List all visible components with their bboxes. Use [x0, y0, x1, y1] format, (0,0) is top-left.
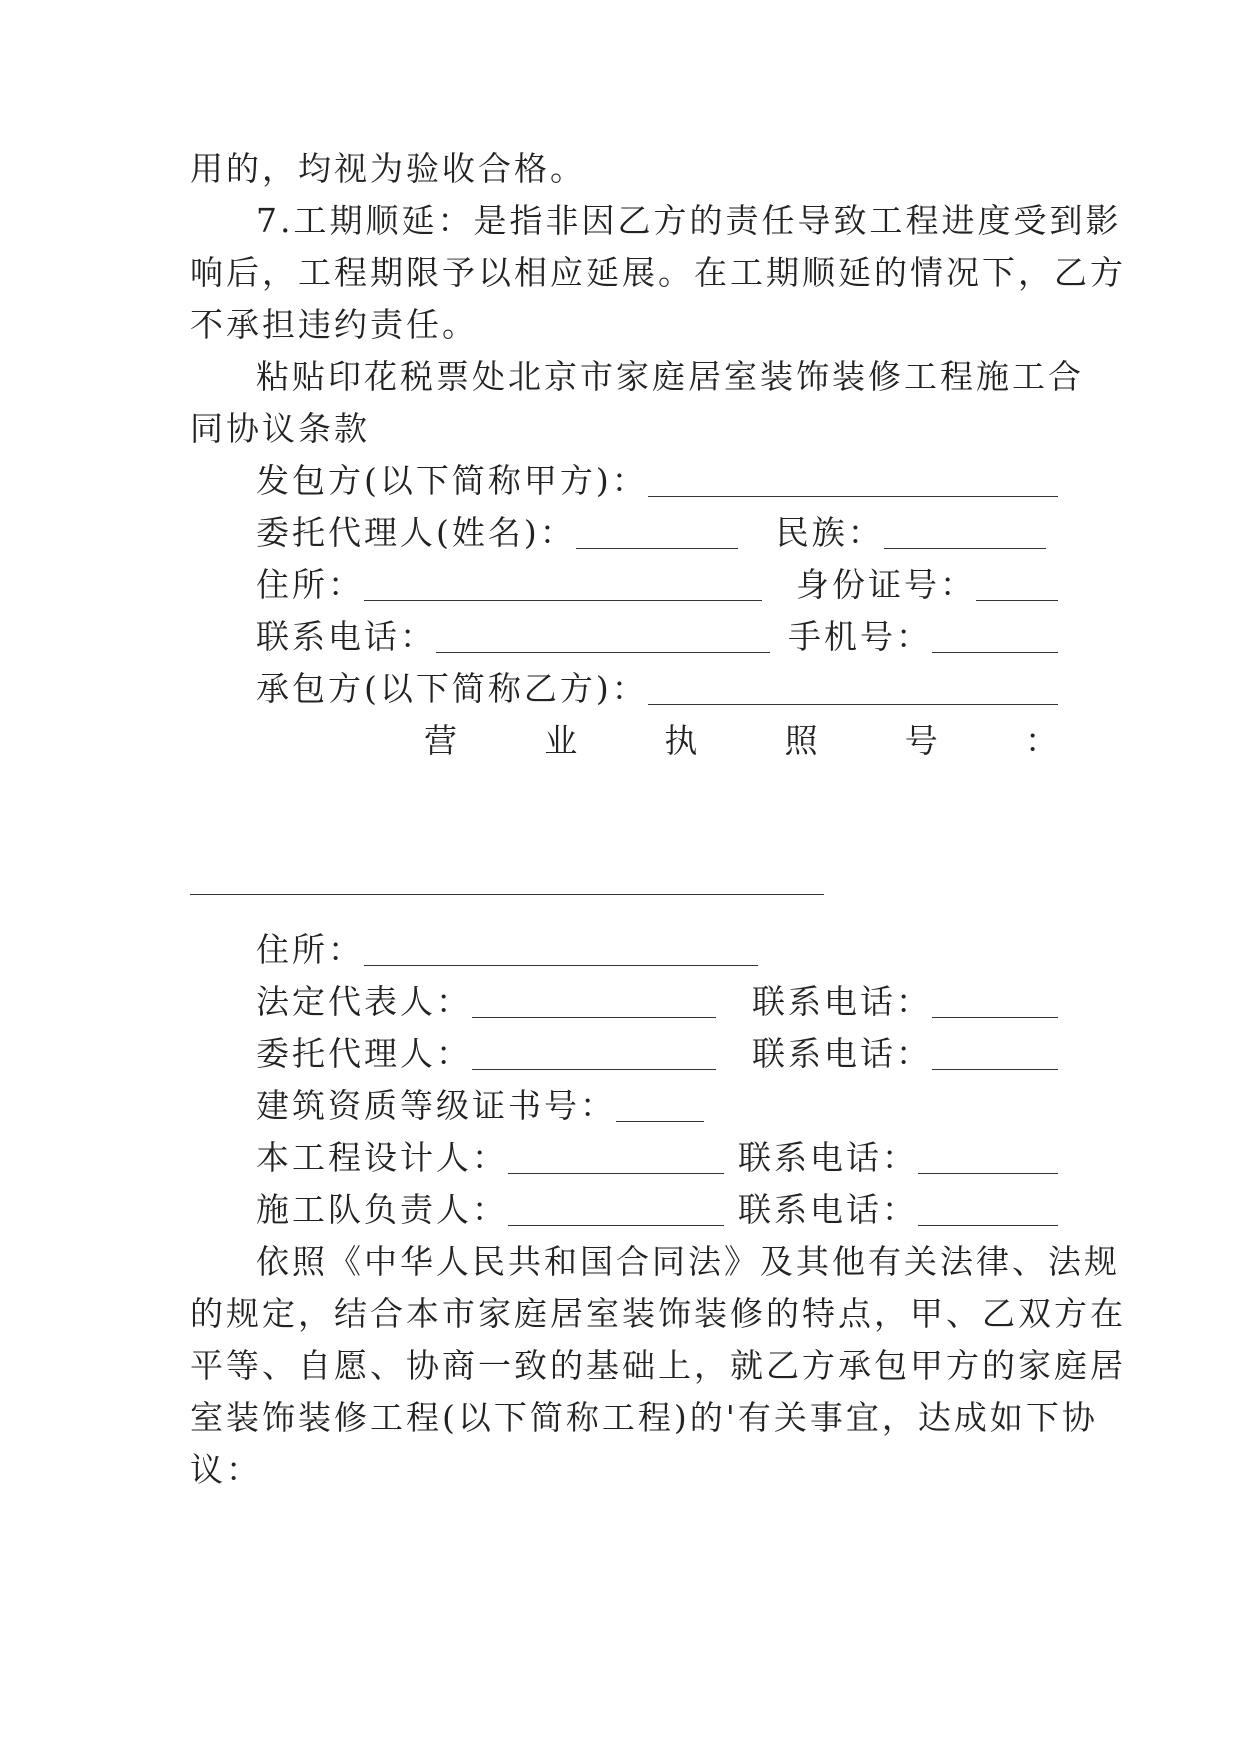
license-char: 营: [424, 721, 457, 760]
team-leader-blank[interactable]: [508, 1195, 724, 1226]
designer-label: 本工程设计人：: [256, 1138, 508, 1177]
paragraph-line: 不承担违约责任。: [190, 305, 478, 344]
party-a-label: 发包方(以下简称甲方)：: [256, 461, 648, 500]
phone-a-blank[interactable]: [436, 622, 770, 653]
agent-b-blank[interactable]: [472, 1039, 716, 1070]
address-id-row: [256, 563, 1058, 607]
paragraph-line: 室装饰装修工程(以下简称工程)的'有关事宜，达成如下协: [190, 1398, 1098, 1437]
team-leader-phone-blank[interactable]: [918, 1195, 1058, 1226]
party-a-blank[interactable]: [648, 466, 1058, 497]
address-a-label: 住所：: [256, 565, 364, 604]
team-leader-row: [256, 1188, 1058, 1232]
address-b-blank[interactable]: [364, 935, 758, 966]
party-b-blank[interactable]: [648, 674, 1058, 705]
paragraph-line: 7.工期顺延：是指非因乙方的责任导致工程进度受到影: [256, 201, 1122, 240]
ethnicity-blank[interactable]: [884, 518, 1046, 549]
agent-name-blank[interactable]: [576, 518, 738, 549]
party-a-row: [256, 459, 1058, 503]
ethnicity-label: 民族：: [775, 513, 884, 552]
team-leader-phone-label: 联系电话：: [738, 1190, 918, 1229]
mobile-blank[interactable]: [932, 622, 1058, 653]
paragraph-line: 的规定，结合本市家庭居室装饰装修的特点，甲、乙双方在: [190, 1294, 1126, 1333]
paragraph-line: 响后，工程期限予以相应延展。在工期顺延的情况下，乙方: [190, 253, 1126, 292]
agent-name-label: 委托代理人(姓名)：: [256, 513, 576, 552]
address-a-blank[interactable]: [364, 570, 762, 601]
legal-rep-row: [256, 980, 1058, 1024]
paragraph-line: 平等、自愿、协商一致的基础上，就乙方承包甲方的家庭居: [190, 1346, 1126, 1385]
business-license-blank[interactable]: [190, 894, 824, 895]
paragraph-line: 用的，均视为验收合格。: [190, 149, 586, 188]
legal-rep-phone-blank[interactable]: [932, 987, 1058, 1018]
legal-rep-phone-label: 联系电话：: [752, 982, 932, 1021]
designer-blank[interactable]: [508, 1143, 724, 1174]
agent-b-phone-label: 联系电话：: [752, 1034, 932, 1073]
license-char: ：: [1024, 721, 1058, 760]
business-license-label: [424, 719, 1058, 763]
designer-row: [256, 1136, 1058, 1180]
agent-b-label: 委托代理人：: [256, 1034, 472, 1073]
phone-mobile-row: [256, 615, 1058, 659]
phone-a-label: 联系电话：: [256, 617, 436, 656]
mobile-label: 手机号：: [788, 617, 932, 656]
qualification-blank[interactable]: [616, 1091, 704, 1122]
address-b-row: [256, 928, 758, 972]
license-char: 执: [664, 721, 698, 760]
party-b-row: [256, 667, 1058, 711]
agent-b-phone-blank[interactable]: [932, 1039, 1058, 1070]
designer-phone-blank[interactable]: [918, 1143, 1058, 1174]
paragraph-line: 同协议条款: [190, 409, 370, 448]
license-char: 照: [784, 721, 818, 760]
address-b-label: 住所：: [256, 930, 364, 969]
license-char: 业: [544, 721, 578, 760]
paragraph-line: 依照《中华人民共和国合同法》及其他有关法律、法规: [256, 1242, 1120, 1281]
agent-b-row: [256, 1032, 1058, 1076]
team-leader-label: 施工队负责人：: [256, 1190, 508, 1229]
paragraph-line: 粘贴印花税票处北京市家庭居室装饰装修工程施工合: [256, 357, 1084, 396]
party-b-label: 承包方(以下简称乙方)：: [256, 669, 648, 708]
legal-rep-blank[interactable]: [472, 987, 716, 1018]
designer-phone-label: 联系电话：: [738, 1138, 918, 1177]
agent-ethnicity-row: [256, 511, 1046, 555]
paragraph-line: 议：: [190, 1450, 262, 1489]
qualification-row: [256, 1084, 704, 1128]
license-char: 号: [904, 721, 938, 760]
qualification-label: 建筑资质等级证书号：: [256, 1086, 616, 1125]
id-number-blank[interactable]: [976, 570, 1058, 601]
legal-rep-label: 法定代表人：: [256, 982, 472, 1021]
id-number-label: 身份证号：: [796, 565, 976, 604]
